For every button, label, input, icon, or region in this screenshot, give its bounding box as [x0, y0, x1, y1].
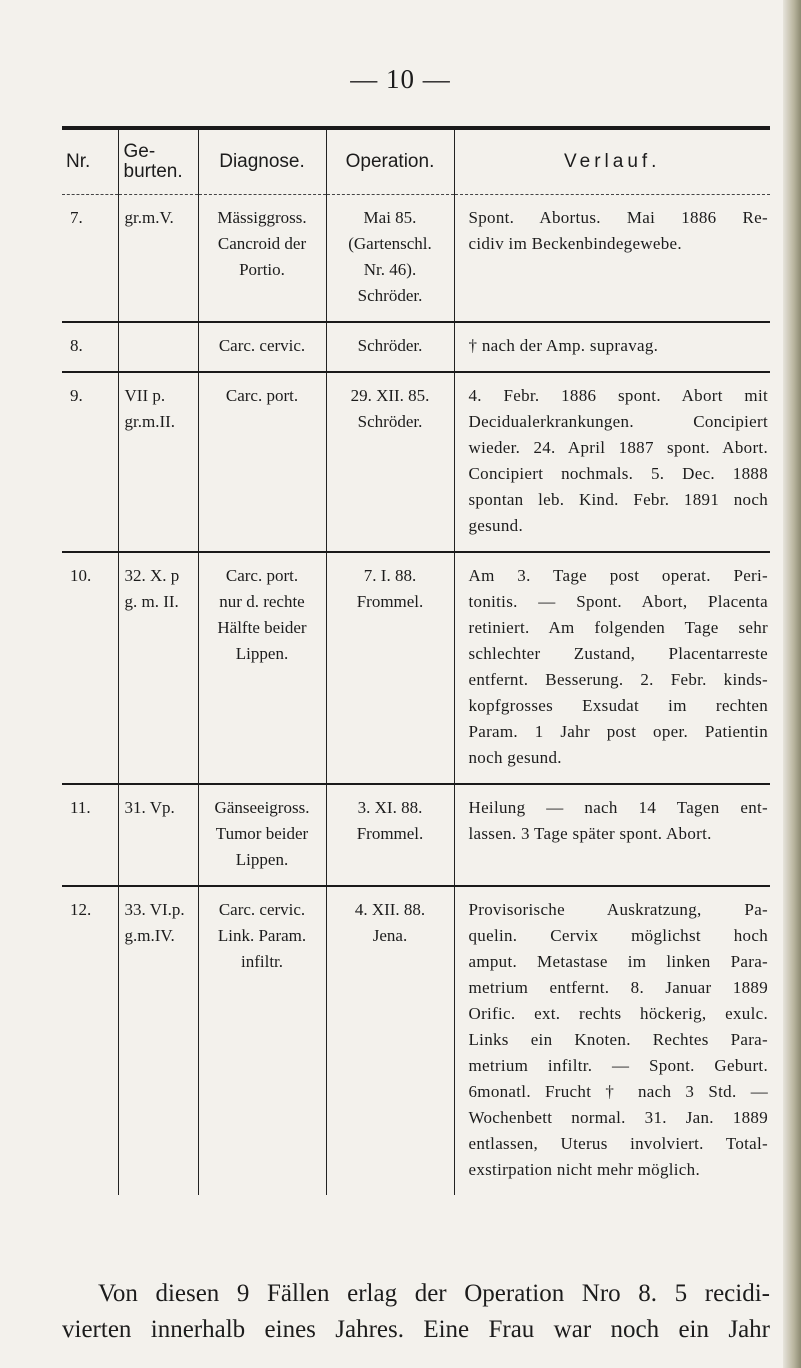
- case-table: [62, 126, 770, 1195]
- cell-diagnose-line: Lippen.: [235, 644, 289, 663]
- cell-operation: [326, 784, 454, 886]
- cell-geburten: [118, 784, 198, 886]
- cell-verlauf-line: kopfgrosses Exsudat im rechten: [468, 696, 768, 715]
- cell-geburten-line: g. m. II.: [124, 592, 179, 611]
- cell-geburten-line: gr.m.II.: [124, 412, 176, 431]
- cell-nr: 8.: [62, 322, 118, 372]
- cell-verlauf-line: tonitis. — Spont. Abort, Placenta: [468, 592, 768, 611]
- cell-nr: 9.: [62, 372, 118, 552]
- cell-diagnose: [198, 372, 326, 552]
- table-row: [62, 322, 770, 372]
- table-header-row: [62, 128, 770, 195]
- table-row: [62, 372, 770, 552]
- header-operation: Operation.: [326, 128, 454, 195]
- cell-verlauf-line: Wochenbett normal. 31. Jan. 1889: [468, 1108, 768, 1127]
- header-nr: Nr.: [62, 128, 118, 195]
- cell-verlauf-line: Spont. Abortus. Mai 1886 Re-: [468, 208, 768, 227]
- cell-verlauf-line: wieder. 24. April 1887 spont. Abort.: [468, 438, 768, 457]
- cell-verlauf-line: entlassen, Uterus involviert. Total-: [468, 1134, 768, 1153]
- cell-operation-line: Schröder.: [357, 412, 423, 431]
- table-row: [62, 195, 770, 323]
- cell-verlauf-line: Heilung — nach 14 Tagen ent-: [468, 798, 768, 817]
- cell-geburten-line: 32. X. p: [124, 566, 180, 585]
- cell-verlauf-line: 4. Febr. 1886 spont. Abort mit: [468, 386, 768, 405]
- cell-diagnose-line: Gänseeigross.: [214, 798, 310, 817]
- cell-verlauf-line: quelin. Cervix möglichst hoch: [468, 926, 768, 945]
- cell-diagnose-line: Carc. port.: [225, 566, 299, 585]
- footer-line-1: Von diesen 9 Fällen erlag der Operation Nro 8. 5 recidi-: [98, 1280, 770, 1307]
- table-row: [62, 886, 770, 1195]
- cell-geburten: [118, 372, 198, 552]
- cell-verlauf: [454, 322, 770, 372]
- table-row: [62, 784, 770, 886]
- cell-operation-line: 29. XII. 85.: [350, 386, 430, 405]
- cell-diagnose: [198, 886, 326, 1195]
- cell-geburten-line: 31. Vp.: [124, 798, 175, 817]
- page-number: — 10 —: [350, 64, 451, 94]
- cell-operation: [326, 322, 454, 372]
- cell-verlauf-line: metrium entfernt. 8. Januar 1889: [468, 978, 768, 997]
- header-geburten: [118, 128, 198, 195]
- cell-verlauf-line: cidiv im Beckenbindegewebe.: [468, 234, 682, 253]
- cell-nr: 12.: [62, 886, 118, 1195]
- cell-diagnose: [198, 195, 326, 323]
- cell-verlauf-line: † nach der Amp. supravag.: [468, 336, 659, 355]
- cell-verlauf-line: spontan leb. Kind. Febr. 1891 noch: [468, 490, 768, 509]
- cell-verlauf-line: Links ein Knoten. Rechtes Para-: [468, 1030, 768, 1049]
- cell-verlauf-line: lassen. 3 Tage später spont. Abort.: [468, 824, 712, 843]
- cell-operation-line: Frommel.: [356, 592, 424, 611]
- cell-geburten-line: VII p.: [124, 386, 166, 405]
- cell-geburten-line: 33. VI.p.: [124, 900, 185, 919]
- cell-diagnose-line: Cancroid der: [217, 234, 307, 253]
- cell-diagnose: [198, 322, 326, 372]
- cell-verlauf: [454, 195, 770, 323]
- cell-verlauf: [454, 886, 770, 1195]
- page-edge: [783, 0, 801, 1368]
- cell-operation-line: Schröder.: [357, 336, 423, 355]
- cell-verlauf-line: amput. Metastase im linken Para-: [468, 952, 768, 971]
- cell-operation-line: 4. XII. 88.: [354, 900, 426, 919]
- table-body: [62, 195, 770, 1196]
- cell-nr: 10.: [62, 552, 118, 784]
- cell-diagnose: [198, 552, 326, 784]
- cell-geburten: [118, 552, 198, 784]
- header-geburten-line: Ge-: [123, 141, 156, 162]
- cell-verlauf-line: Provisorische Auskratzung, Pa-: [468, 900, 768, 919]
- cell-diagnose-line: Hälfte beider: [217, 618, 307, 637]
- cell-verlauf-line: Decidualerkrankungen. Concipiert: [468, 412, 768, 431]
- cell-operation-line: Nr. 46).: [363, 260, 417, 279]
- cell-geburten-line: gr.m.V.: [124, 208, 174, 227]
- cell-verlauf-line: 6monatl. Frucht † nach 3 Std. —: [468, 1082, 768, 1101]
- cell-operation-line: 3. XI. 88.: [357, 798, 423, 817]
- cell-geburten-line: g.m.IV.: [124, 926, 175, 945]
- header-diagnose: Diagnose.: [198, 128, 326, 195]
- table-row: [62, 552, 770, 784]
- cell-verlauf: [454, 552, 770, 784]
- cell-verlauf-line: entfernt. Besserung. 2. Febr. kinds-: [468, 670, 768, 689]
- cell-diagnose-line: Mässiggross.: [217, 208, 307, 227]
- cell-verlauf: [454, 784, 770, 886]
- cell-verlauf-line: Concipiert nochmals. 5. Dec. 1888: [468, 464, 768, 483]
- cell-diagnose-line: Portio.: [239, 260, 285, 279]
- cell-diagnose-line: Carc. cervic.: [218, 900, 306, 919]
- cell-geburten: [118, 322, 198, 372]
- cell-diagnose-line: Link. Param.: [217, 926, 307, 945]
- cell-operation: [326, 195, 454, 323]
- cell-diagnose-line: nur d. rechte: [219, 592, 305, 611]
- cell-verlauf-line: noch gesund.: [468, 748, 562, 767]
- cell-verlauf-line: schlechter Zustand, Placentarreste: [468, 644, 768, 663]
- cell-verlauf-line: metrium infiltr. — Spont. Geburt.: [468, 1056, 768, 1075]
- cell-verlauf: [454, 372, 770, 552]
- cell-diagnose-line: infiltr.: [240, 952, 284, 971]
- cell-operation-line: Jena.: [372, 926, 408, 945]
- cell-verlauf-line: Param. 1 Jahr post oper. Patientin: [468, 722, 768, 741]
- cell-verlauf-line: gesund.: [468, 516, 524, 535]
- footer-line-2: vierten innerhalb eines Jahres. Eine Frau war noch ein Jahr: [62, 1316, 770, 1343]
- cell-operation-line: Schröder.: [357, 286, 423, 305]
- cell-diagnose-line: Lippen.: [235, 850, 289, 869]
- cell-operation-line: 7. I. 88.: [363, 566, 417, 585]
- cell-diagnose-line: Carc. port.: [225, 386, 299, 405]
- cell-operation-line: Frommel.: [356, 824, 424, 843]
- cell-geburten: [118, 195, 198, 323]
- cell-operation: [326, 886, 454, 1195]
- cell-diagnose-line: Carc. cervic.: [218, 336, 306, 355]
- cell-operation-line: (Gartenschl.: [348, 234, 432, 253]
- cell-operation-line: Mai 85.: [363, 208, 417, 227]
- cell-operation: [326, 372, 454, 552]
- cell-geburten: [118, 886, 198, 1195]
- cell-verlauf-line: Am 3. Tage post operat. Peri-: [468, 566, 768, 585]
- cell-verlauf-line: retiniert. Am folgenden Tage sehr: [468, 618, 768, 637]
- cell-diagnose: [198, 784, 326, 886]
- cell-verlauf-line: exstirpation nicht mehr möglich.: [468, 1160, 700, 1179]
- cell-verlauf-line: Orific. ext. rechts höckerig, exulc.: [468, 1004, 768, 1023]
- cell-nr: 11.: [62, 784, 118, 886]
- cell-operation: [326, 552, 454, 784]
- header-verlauf: Verlauf.: [454, 128, 770, 195]
- cell-nr: 7.: [62, 195, 118, 323]
- header-geburten-line: burten.: [123, 161, 183, 182]
- footer-text: [62, 1276, 770, 1348]
- cell-diagnose-line: Tumor beider: [215, 824, 309, 843]
